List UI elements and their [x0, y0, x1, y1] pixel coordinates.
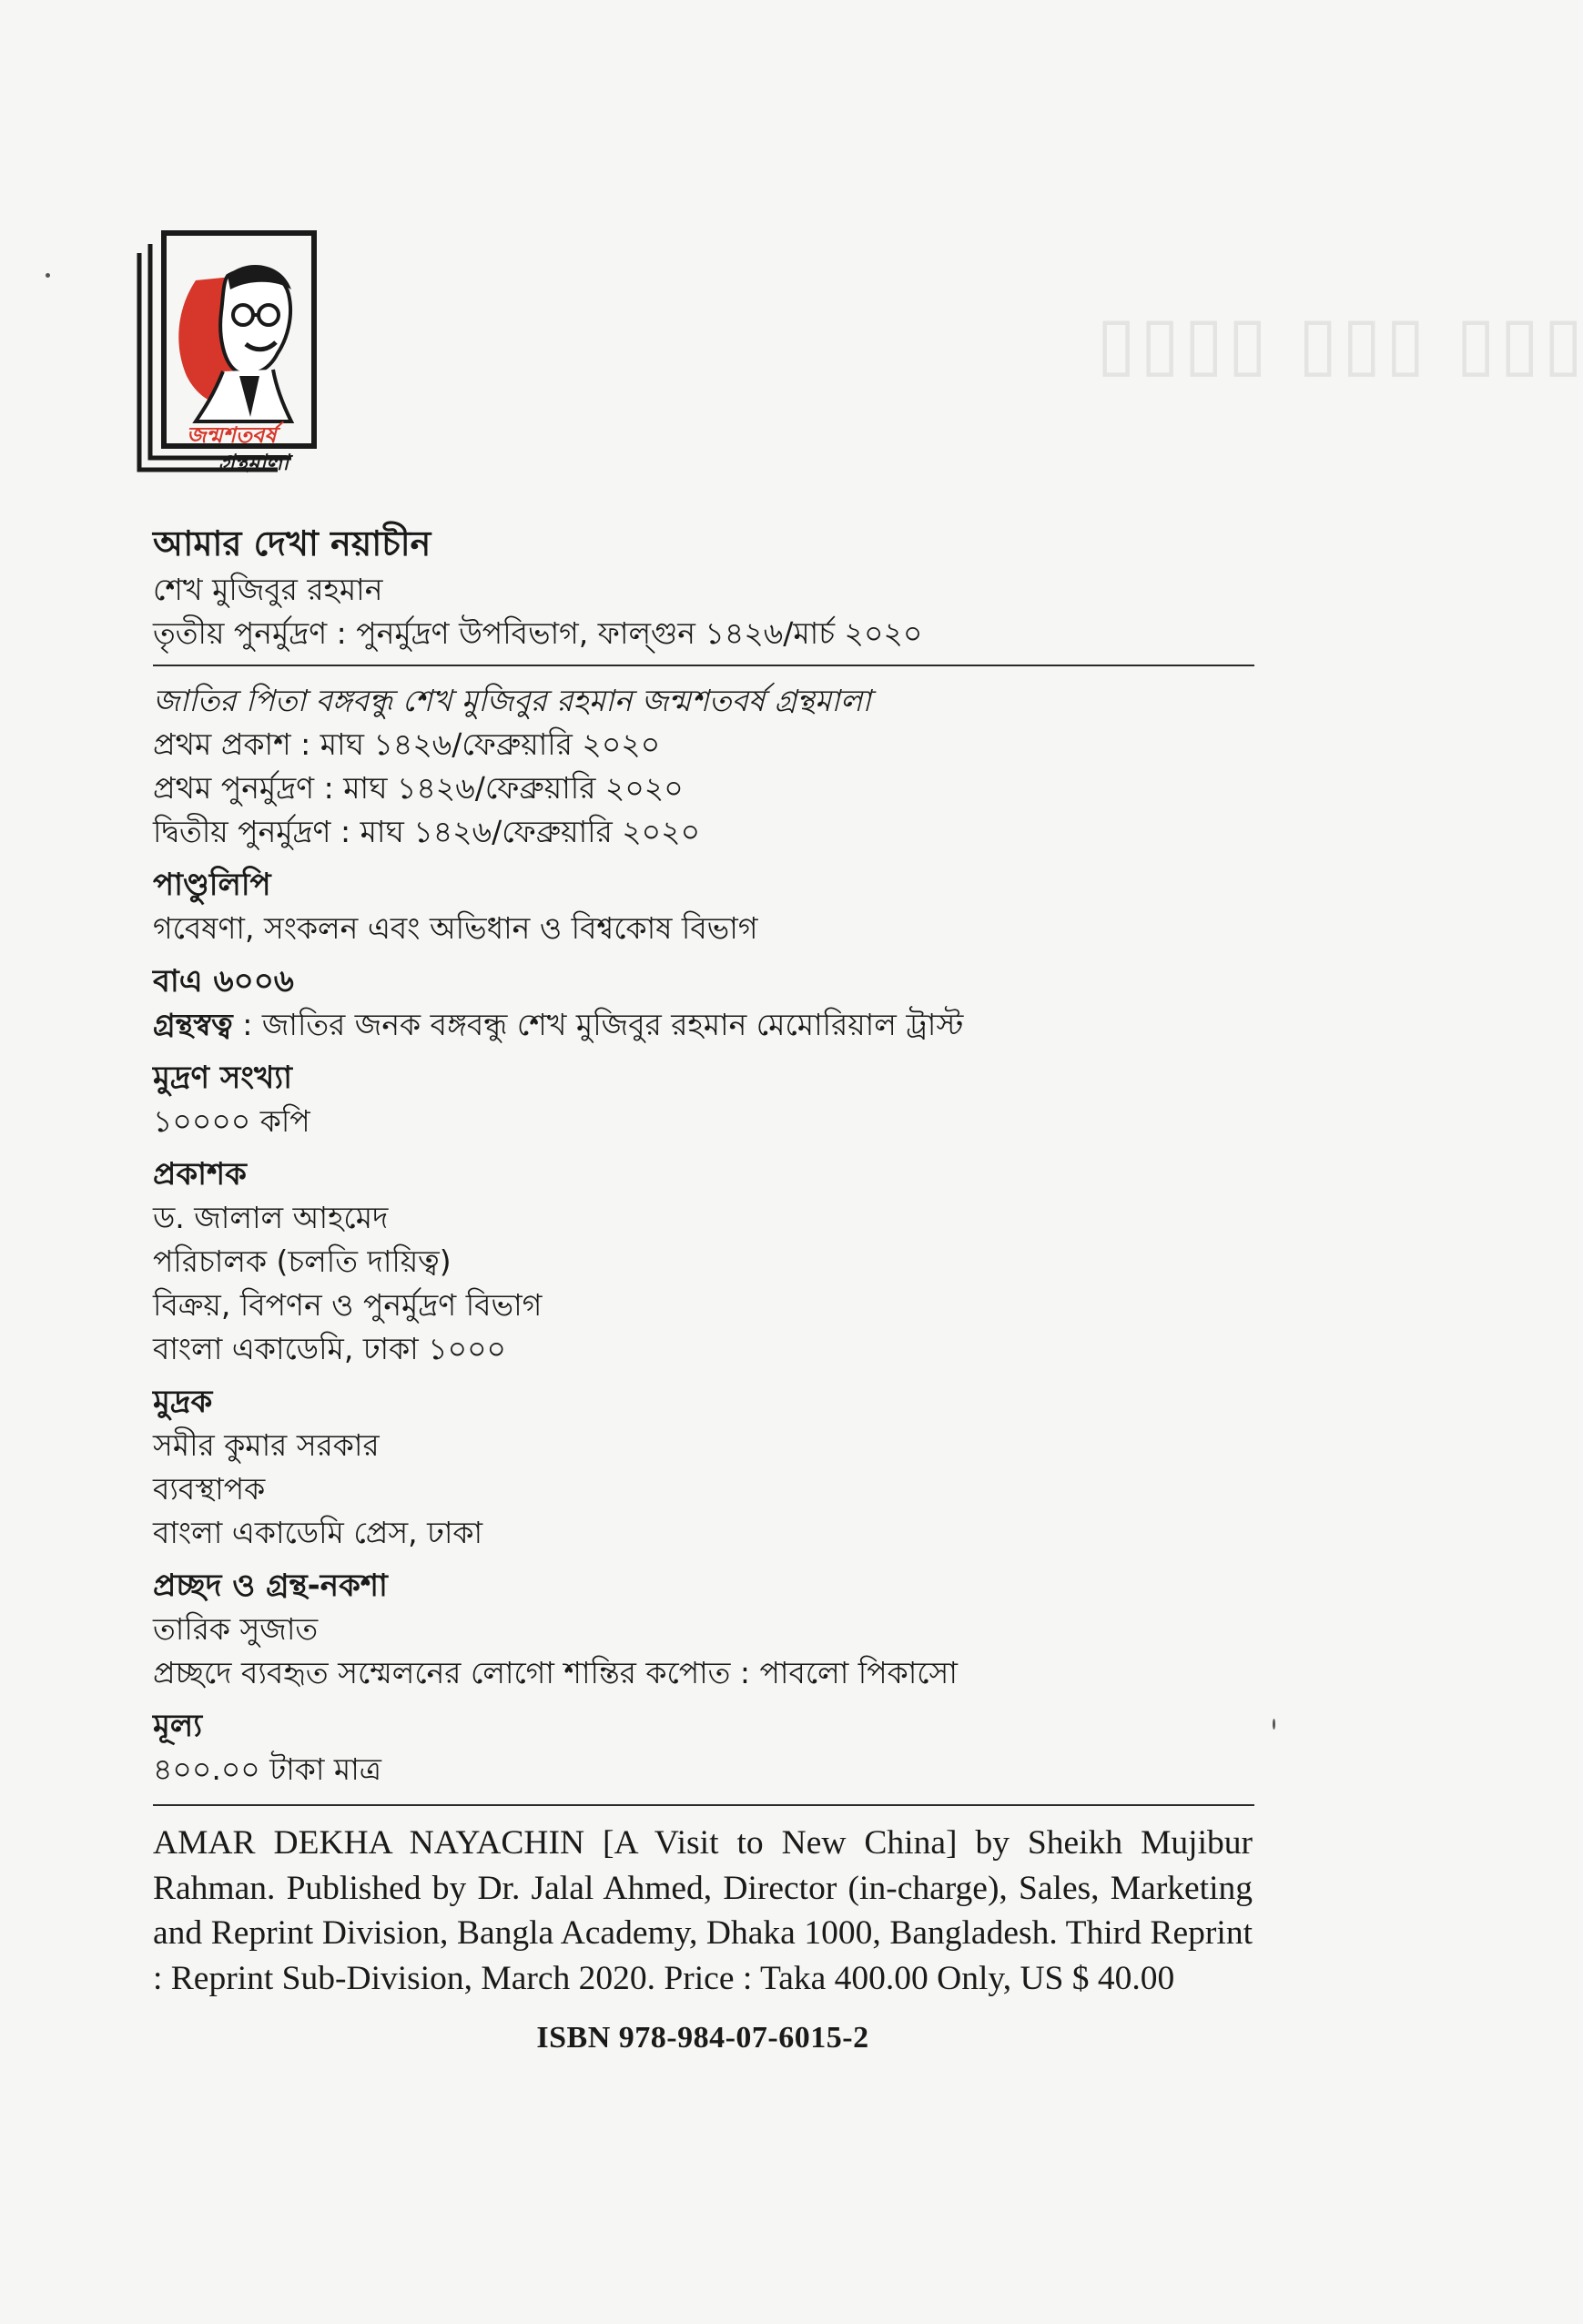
publisher-line: ড. জালাল আহমেদ — [153, 1200, 389, 1235]
first-reprint: প্রথম পুনর্মুদ্রণ : মাঘ ১৪২৬/ফেব্রুয়ারি ২০২০ — [153, 770, 684, 806]
english-imprint: AMAR DEKHA NAYACHIN [A Visit to New China] by Sheikh Mujibur Rahman. Published by Dr. Jalal Ahmed, Director (in-charge), Sales, Marketing and Reprint Division, Bangla Academy, Dhaka 1000, Bangladesh. Third Reprint : Reprint Sub-Division, March 2020. Price : Taka 400.00 Only, US $ 40.00 — [153, 1824, 1253, 1997]
price-heading: মূল্য — [153, 1708, 203, 1744]
imprint-content — [153, 519, 1259, 2055]
manuscript-value: গবেষণা, সংকলন এবং অভিধান ও বিশ্বকোষ বিভাগ — [153, 910, 758, 946]
third-reprint-line: তৃতীয় পুনর্মুদ্রণ : পুনর্মুদ্রণ উপবিভাগ, ফাল্গুন ১৪২৬/মার্চ ২০২০ — [153, 615, 923, 651]
paper-speck — [1273, 1719, 1275, 1730]
logo-caption-bottom: গ্রন্থমালা — [218, 450, 289, 475]
printer-line: বাংলা একাডেমি প্রেস, ঢাকা — [153, 1515, 483, 1550]
printer-heading: মুদ্রক — [153, 1384, 213, 1420]
second-reprint: দ্বিতীয় পুনর্মুদ্রণ : মাঘ ১৪২৬/ফেব্রুয়ারি ২০২০ — [153, 814, 701, 849]
author-name: শেখ মুজিবুর রহমান — [153, 572, 383, 607]
copyright-label: গ্রন্থস্বত্ব — [153, 1007, 233, 1042]
publisher-heading: প্রকাশক — [153, 1156, 247, 1192]
book-title: আমার দেখা নয়াচীন — [153, 523, 431, 563]
cover-design-line: তারিক সুজাত — [153, 1611, 319, 1647]
price-value: ৪০০.০০ টাকা মাত্র — [153, 1751, 382, 1787]
ba-number: বাএ ৬০০৬ — [153, 963, 294, 1000]
copyright-line — [153, 1003, 1259, 1047]
manuscript-heading: পাণ্ডুলিপি — [153, 867, 271, 903]
publisher-line: বিক্রয়, বিপণন ও পুনর্মুদ্রণ বিভাগ — [153, 1287, 543, 1323]
printer-line: সমীর কুমার সরকার — [153, 1427, 380, 1463]
publisher-line: বাংলা একাডেমি, ঢাকা ১০০০ — [153, 1331, 507, 1366]
copyright-value: : জাতির জনক বঙ্গবন্ধু শেখ মুজিবুর রহমান মেমোরিয়াল ট্রাস্ট — [232, 1007, 964, 1042]
centenary-series-logo — [132, 226, 369, 490]
cover-design-heading: প্রচ্ছদ ও গ্রন্থ-নকশা — [153, 1568, 388, 1604]
series-name: জাতির পিতা বঙ্গবন্ধু শেখ মুজিবুর রহমান জন্মশতবর্ষ গ্রন্থমালা — [153, 683, 871, 718]
print-run-value: ১০০০০ কপি — [153, 1103, 310, 1139]
divider-bottom — [153, 1804, 1254, 1806]
show-through-text: ▯▯▯ ▯▯▯ ▯▯▯▯ — [1092, 300, 1583, 385]
divider-top — [153, 665, 1254, 666]
logo-caption-top: জন্মশতবর্ষ — [187, 422, 277, 448]
isbn: ISBN 978-984-07-6015-2 — [536, 2021, 869, 2055]
publisher-line: পরিচালক (চলতি দায়িত্ব) — [153, 1243, 452, 1279]
printer-line: ব্যবস্থাপক — [153, 1471, 266, 1507]
cover-design-line: প্রচ্ছদে ব্যবহৃত সম্মেলনের লোগো শান্তির কপোত : পাবলো পিকাসো — [153, 1655, 958, 1690]
print-run-heading: মুদ্রণ সংখ্যা — [153, 1060, 293, 1096]
paper-speck — [46, 273, 50, 278]
first-publication: প্রথম প্রকাশ : মাঘ ১৪২৬/ফেব্রুয়ারি ২০২০ — [153, 726, 661, 762]
